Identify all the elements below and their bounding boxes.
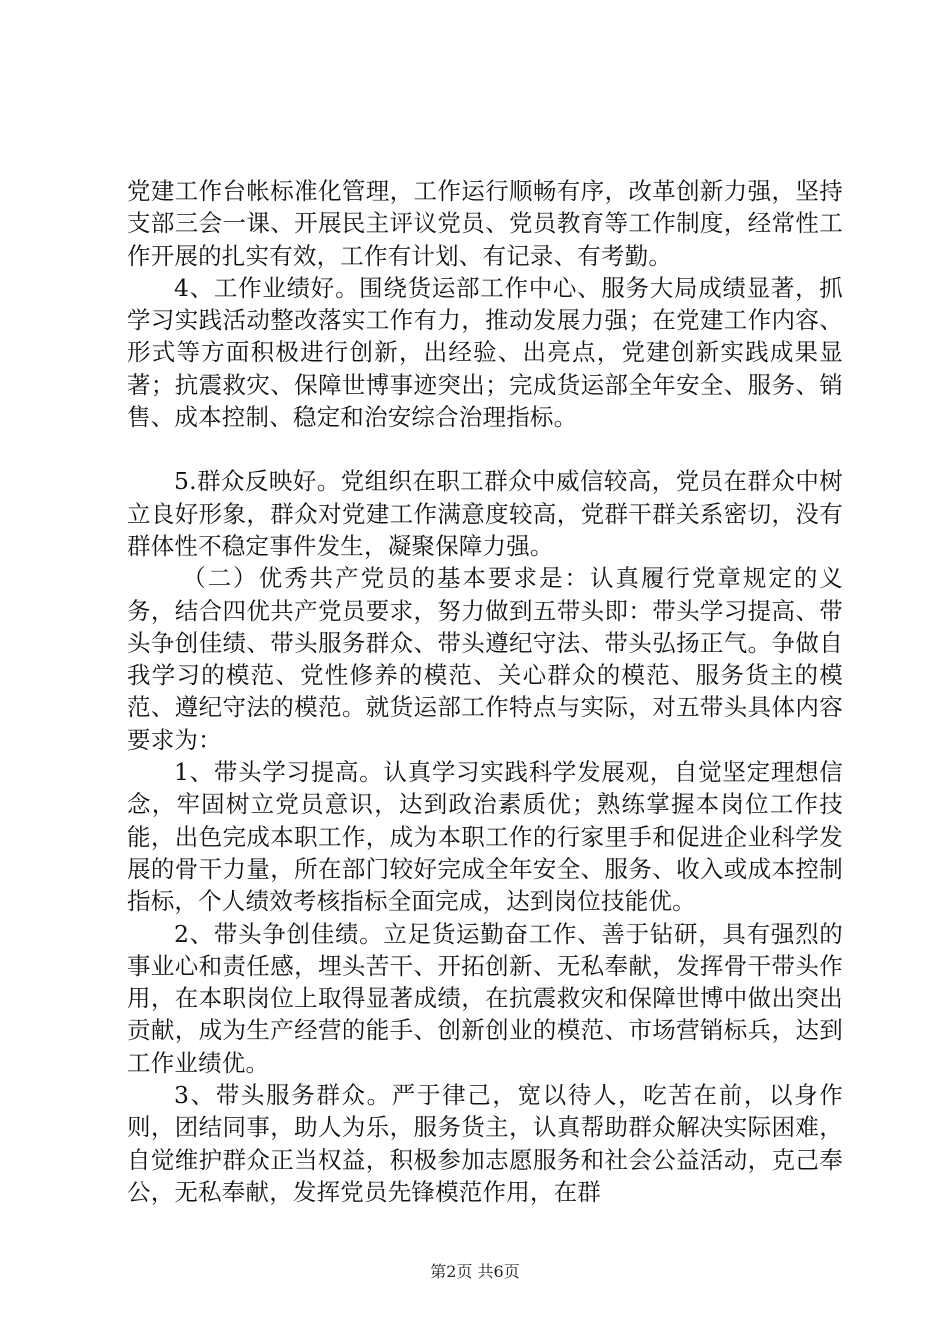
paragraph-party-building-management: 党建工作台帐标准化管理，工作运行顺畅有序，改革创新力强，坚持支部三会一课、开展民主评议党员、党员教育等工作制度，经常性工作开展的扎实有效，工作有计划、有记录、有考勤。 xyxy=(127,177,843,270)
paragraph-work-performance: 4、工作业绩好。围绕货运部工作中心、服务大局成绩显著，抓学习实践活动整改落实工作有力，推动发展力强；在党建工作内容、形式等方面积极进行创新，出经验、出亮点，党建创新实践成果显著；抗震救灾、保障世博事迹突出；完成货运部全年安全、服务、销售、成本控制、稳定和治安综合治理指标。 xyxy=(127,273,843,432)
paragraph-lead-achievements: 2、带头争创佳绩。立足货运勤奋工作、善于钻研，具有强烈的事业心和责任感，埋头苦干、开拓创新、无私奉献，发挥骨干带头作用，在本职岗位上取得显著成绩，在抗震救灾和保障世博中做出突出贡献，成为生产经营的能手、创新创业的模范、市场营销标兵，达到工作业绩优。 xyxy=(127,919,843,1077)
paragraph-party-member-requirements: （二）优秀共产党员的基本要求是：认真履行党章规定的义务，结合四优共产党员要求，努力做到五带头即：带头学习提高、带头争创佳绩、带头服务群众、带头遵纪守法、带头弘扬正气。争做自我学习的模范、党性修养的模范、关心群众的模范、服务货主的模范、遵纪守法的模范。就货运部工作特点与实际，对五带头具体内容要求为： xyxy=(127,564,843,754)
paragraph-masses-feedback: 5.群众反映好。党组织在职工群众中威信较高，党员在群众中树立良好形象，群众对党建工作满意度较高，党群干群关系密切，没有群体性不稳定事件发生，凝聚保障力强。 xyxy=(127,467,843,560)
paragraph-lead-learning: 1、带头学习提高。认真学习实践科学发展观，自觉坚定理想信念，牢固树立党员意识，达到政治素质优；熟练掌握本岗位工作技能，出色完成本职工作，成为本职工作的行家里手和促进企业科学发展的骨干力量，所在部门较好完成全年安全、服务、收入或成本控制指标，个人绩效考核指标全面完成，达到岗位技能优。 xyxy=(127,758,843,916)
document-body xyxy=(127,175,843,1208)
paragraph-gap xyxy=(127,433,843,465)
paragraph-lead-serving-masses: 3、带头服务群众。严于律己，宽以待人，吃苦在前，以身作则，团结同事，助人为乐，服务货主，认真帮助群众解决实际困难，自觉维护群众正当权益，积极参加志愿服务和社会公益活动，克己奉公，无私奉献，发挥党员先锋模范作用，在群 xyxy=(127,1081,843,1206)
page-number-footer: 第2页 共6页 xyxy=(430,1262,520,1281)
